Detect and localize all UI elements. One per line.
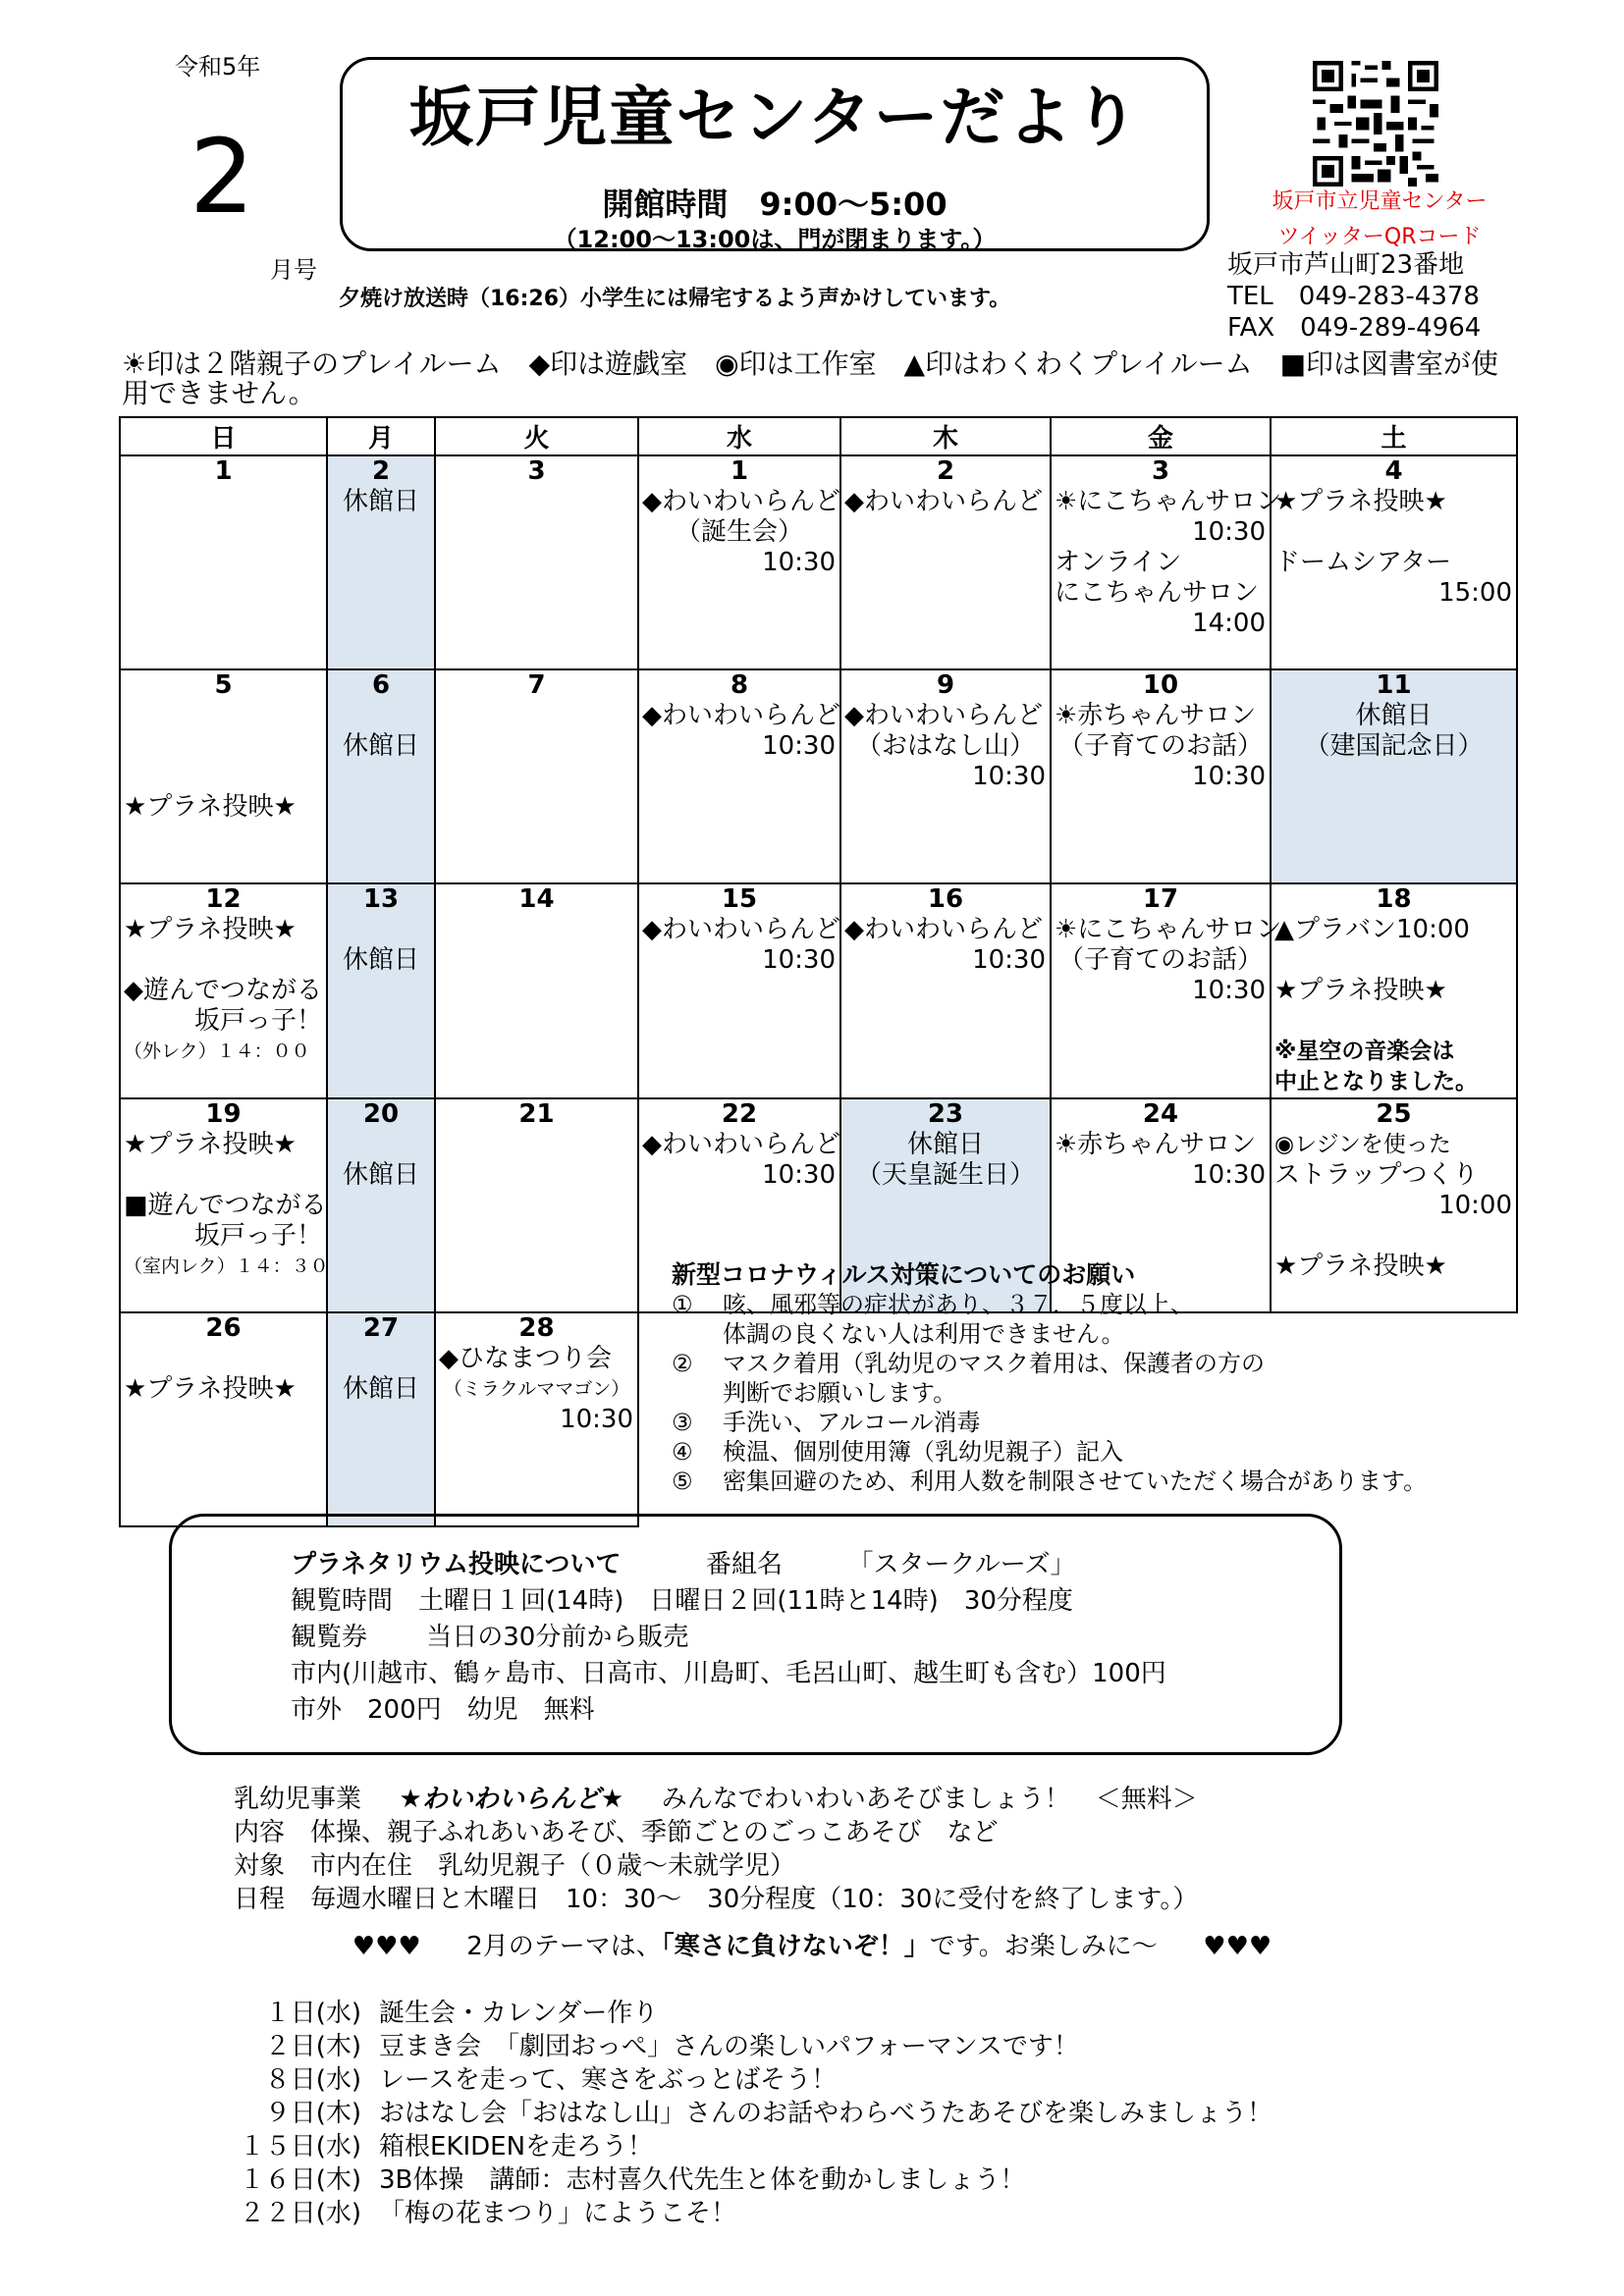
event-name: ■遊んでつながる [124,1191,327,1220]
closed-label: 休館日 [342,487,419,516]
era-label: 令和5年 [175,53,261,80]
weekday-sat: 土 [1271,417,1517,455]
day-cell [435,669,638,883]
event-name: ドームシアター [1274,548,1452,577]
event-text: 誕生会・カレンダー作り [379,1999,659,2028]
event-name: ★プラネ投映★ [1274,1252,1447,1281]
event-name: ★プラネ投映★ [124,1374,297,1404]
event-date: １５日(水) [239,2132,361,2162]
event-text: おはなし会「おはなし山」さんのお話やわらべうたあそびを楽しみましょう！ [379,2099,1273,2128]
event-time: 15:00 [1438,578,1512,608]
list-item [234,1997,1272,2030]
day-cell [638,883,840,1098]
day-cell [840,669,1051,883]
opening-hours: 開館時間 9:00〜5:00 [602,186,947,223]
day-number: 24 [1142,1099,1179,1129]
calendar-week [120,883,1517,1098]
event-text: 「梅の花まつり」にようこそ！ [379,2199,737,2228]
day-cell [638,669,840,883]
day-cell [120,669,327,883]
room-unavailable-notice: ☀印は２階親子のプレイルーム ◆印は遊戯室 ◉印は工作室 ▲印はわくわくプレイルーム ■印は図書室が使用できません。 [122,347,1499,409]
event-time: 10:30 [1192,762,1266,791]
covid-title: 新型コロナウィルス対策についてのお願い [672,1260,1136,1289]
day-number: 2 [936,456,955,486]
day-number: 11 [1376,670,1412,700]
event-time: （室内レク）１４：３０ [124,1255,329,1277]
day-number: 15 [721,884,758,914]
closed-label: 休館日 [342,1374,419,1404]
ticket-info: 観覧券 当日の30分前から販売 [291,1623,689,1652]
waiwai-slogan: みんなでわいわいあそびましょう！ ＜無料＞ [661,1785,1198,1814]
event-name: ◆わいわいらんど [642,915,840,944]
day-cell [1271,883,1517,1098]
event-date: ２日(木) [264,2032,361,2061]
event-name: ◆わいわいらんど [844,701,1043,730]
day-number: 28 [518,1313,555,1343]
day-cell-closed [327,883,435,1098]
day-number: 7 [527,670,546,700]
day-cell [435,1098,638,1312]
twitter-caption-line1: 坂戸市立児童センター [1272,189,1488,214]
day-number: 2 [371,456,391,486]
covid-item: ② マスク着用（乳幼児のマスク着用は、保護者の方の [672,1350,1265,1377]
day-cell [638,455,840,669]
weekday-sun: 日 [120,417,327,455]
event-name: ストラップつくり [1274,1160,1479,1190]
event-text: レースを走って、寒さをぶっとばそう！ [379,2065,838,2095]
day-number: 13 [362,884,400,914]
weekday-header-row [120,417,1517,455]
event-name: ◆わいわいらんど [642,487,840,516]
address: 坂戸市芦山町23番地 [1227,250,1465,280]
planetarium-title: プラネタリウム投映について [291,1550,622,1579]
calendar-week [120,455,1517,669]
waiwai-label: 乳幼児事業 [234,1785,362,1814]
weekday-fri: 金 [1051,417,1271,455]
event-name: ☀赤ちゃんサロン [1055,1130,1257,1159]
day-cell-closed [327,669,435,883]
day-cell [120,1312,327,1526]
hearts-right-icon: ♥♥♥ [1203,1932,1272,1961]
cancel-note: 中止となりました。 [1274,1069,1478,1095]
event-date: １日(水) [264,1999,361,2028]
day-cell [840,883,1051,1098]
day-number: 14 [518,884,555,914]
event-name: にこちゃんサロン [1055,578,1260,608]
day-cell [1051,883,1282,1098]
day-cell [1051,669,1271,883]
event-text: 箱根EKIDENを走ろう！ [379,2132,654,2162]
event-detail: （子育てのお話） [1057,945,1263,975]
closed-label: 休館日 [342,1160,419,1190]
event-time: 10:30 [1192,517,1266,547]
day-number: 27 [362,1313,400,1343]
event-time: 10:30 [762,548,836,577]
day-number: 23 [927,1099,964,1129]
price-outside: 市外 200円 幼児 無料 [291,1695,595,1725]
price-city: 市内(川越市、鶴ヶ島市、日高市、川島町、毛呂山町、越生町も含む）100円 [291,1659,1166,1688]
twitter-caption-line2: ツイッターQRコード [1277,225,1482,249]
event-name: ★プラネ投映★ [124,792,297,822]
event-text: 3B体操 講師：志村喜久代先生と体を動かしましょう！ [379,2165,1026,2195]
event-name: オンライン [1055,548,1182,577]
day-cell-holiday [1271,669,1517,883]
sunset-note: 夕焼け放送時（16:26）小学生には帰宅するよう声かけしています。 [339,287,1011,311]
day-number: 19 [205,1099,242,1129]
day-number: 17 [1142,884,1179,914]
day-number: 3 [1151,456,1170,486]
program-name: 「スタークルーズ」 [847,1550,1076,1579]
event-date: ８日(水) [264,2065,361,2095]
theme-highlight: 「寒さに負けないぞ！」 [661,1932,930,1961]
day-number: 6 [371,670,391,700]
twitter-qr-caption [1232,185,1527,255]
cancel-note: ※星空の音楽会は [1274,1039,1455,1064]
event-name: 坂戸っ子！ [193,1221,322,1251]
covid-item: ① 咳、風邪等の症状があり、３７．５度以上、 [672,1291,1194,1318]
planetarium-info [291,1547,1166,1729]
day-number: 3 [527,456,546,486]
day-cell [840,455,1051,669]
event-detail: （おはなし山） [855,731,1035,761]
event-name: ◆わいわいらんど [844,487,1043,516]
viewing-times: 観覧時間 土曜日１回(14時) 日曜日２回(11時と14時) 30分程度 [291,1586,1073,1616]
event-time: 10:30 [972,762,1046,791]
covid-item: ④ 検温、個別使用簿（乳幼児親子）記入 [672,1438,1123,1466]
event-date: ２２日(水) [239,2199,361,2228]
theme-prefix: 2月のテーマは、 [466,1932,662,1961]
weekday-tue: 火 [435,417,638,455]
list-item [234,2097,1272,2130]
day-number: 4 [1384,456,1403,486]
event-name: ★プラネ投映★ [124,915,297,944]
event-name: ◆わいわいらんど [642,701,840,730]
tel: TEL 049-283-4378 [1227,282,1480,311]
event-time: 10:00 [1438,1191,1512,1220]
event-time: 14:00 [1192,609,1266,638]
day-number: 10 [1142,670,1179,700]
day-cell-closed [327,455,435,669]
list-item [234,2030,1272,2063]
day-cell-closed [327,1098,435,1312]
event-detail: （ミラクルママゴン） [443,1378,630,1400]
closed-label: 休館日 [1355,701,1433,730]
event-name: ☀にこちゃんサロン [1055,487,1282,516]
event-name: ☀にこちゃんサロン [1055,915,1282,944]
event-name: ★プラネ投映★ [1274,976,1447,1005]
day-cell [120,1098,327,1312]
month-suffix: 月号 [270,256,317,284]
covid-notice [672,1260,1516,1496]
page-title: 坂戸児童センターだより [408,80,1141,155]
event-name: ◉レジンを使った [1274,1132,1451,1157]
weekday-mon: 月 [327,417,435,455]
event-time: 10:30 [762,945,836,975]
theme-suffix: です。お楽しみに〜 [929,1932,1158,1961]
day-cell [1051,455,1282,669]
waiwai-heading-row [234,1783,1198,1816]
covid-item: 判断でお願いします。 [723,1379,957,1407]
event-name: ◆遊んでつながる [124,976,322,1005]
event-time: 10:30 [1192,976,1266,1005]
event-time: 10:30 [972,945,1046,975]
event-time: （外レク）１４：００ [124,1041,310,1062]
fax: FAX 049-289-4964 [1227,313,1482,343]
event-name: ★プラネ投映★ [1274,487,1447,516]
day-number: 5 [214,670,233,700]
list-item [234,2197,1272,2230]
event-name: ▲プラバン10:00 [1274,915,1470,944]
day-cell [120,455,327,669]
monthly-theme [0,1926,1624,1962]
day-number: 8 [730,670,749,700]
hearts-left-icon: ♥♥♥ [352,1932,421,1961]
closed-label: 休館日 [342,731,419,761]
waiwai-name: ★わいわいらんど★ [399,1785,624,1814]
event-name: ☀赤ちゃんサロン [1055,701,1257,730]
planetarium-heading-row [291,1547,1166,1583]
waiwai-section [234,1783,1198,1916]
day-number: 1 [214,456,233,486]
day-number: 9 [936,670,955,700]
event-date: ９日(木) [264,2099,361,2128]
closed-label: 休館日 [906,1130,984,1159]
qr-code-icon[interactable] [1313,61,1438,187]
day-cell [1271,455,1517,669]
list-item [234,2063,1272,2097]
list-item [234,2163,1272,2197]
gate-closed-note: （12:00〜13:00は、門が閉まります。） [553,226,997,253]
day-cell [435,883,638,1098]
event-detail: （誕生会） [675,517,803,547]
event-name: ◆わいわいらんど [642,1130,840,1159]
day-number: 12 [205,884,242,914]
covid-item: 体調の良くない人は利用できません。 [723,1320,1125,1348]
day-cell-closed [327,1312,435,1526]
day-cell [120,883,327,1098]
waiwai-schedule: 日程 毎週水曜日と木曜日 10：30〜 30分程度（10：30に受付を終了します。） [234,1885,1199,1914]
holiday-name: （天皇誕生日） [855,1160,1035,1190]
event-time: 10:30 [560,1405,633,1434]
program-label: 番組名 [705,1550,783,1579]
day-number: 26 [205,1313,242,1343]
covid-item: ③ 手洗い、アルコール消毒 [672,1409,981,1436]
list-item [234,2130,1272,2163]
holiday-name: （建国記念日） [1304,731,1484,761]
day-number: 22 [721,1099,758,1129]
day-number: 20 [362,1099,400,1129]
month-number: 2 [189,117,255,237]
event-list [234,1997,1272,2230]
event-name: ◆わいわいらんど [844,915,1043,944]
event-text: 豆まき会 「劇団おっぺ」さんの楽しいパフォーマンスです！ [379,2032,1079,2061]
day-number: 21 [518,1099,555,1129]
event-name: ◆ひなまつり会 [439,1344,612,1373]
event-detail: （子育てのお話） [1057,731,1263,761]
waiwai-target: 対象 市内在住 乳幼児親子（０歳〜未就学児） [234,1851,796,1881]
event-time: 10:30 [762,731,836,761]
weekday-thu: 木 [840,417,1051,455]
day-number: 16 [927,884,964,914]
contact-block [1227,249,1481,344]
day-cell [435,455,638,669]
weekday-wed: 水 [638,417,840,455]
event-name: ★プラネ投映★ [124,1130,297,1159]
day-number: 1 [730,456,749,486]
covid-item: ⑤ 密集回避のため、利用人数を制限させていただく場合があります。 [672,1468,1428,1495]
event-date: １６日(木) [239,2165,361,2195]
day-number: 18 [1376,884,1412,914]
event-name: 坂戸っ子！ [193,1006,322,1036]
calendar-week [120,669,1517,883]
waiwai-content: 内容 体操、親子ふれあいあそび、季節ごとのごっこあそび など [234,1818,999,1847]
event-time: 10:30 [762,1160,836,1190]
closed-label: 休館日 [342,945,419,975]
day-cell [435,1312,638,1526]
day-number: 25 [1376,1099,1412,1129]
event-time: 10:30 [1192,1160,1266,1190]
